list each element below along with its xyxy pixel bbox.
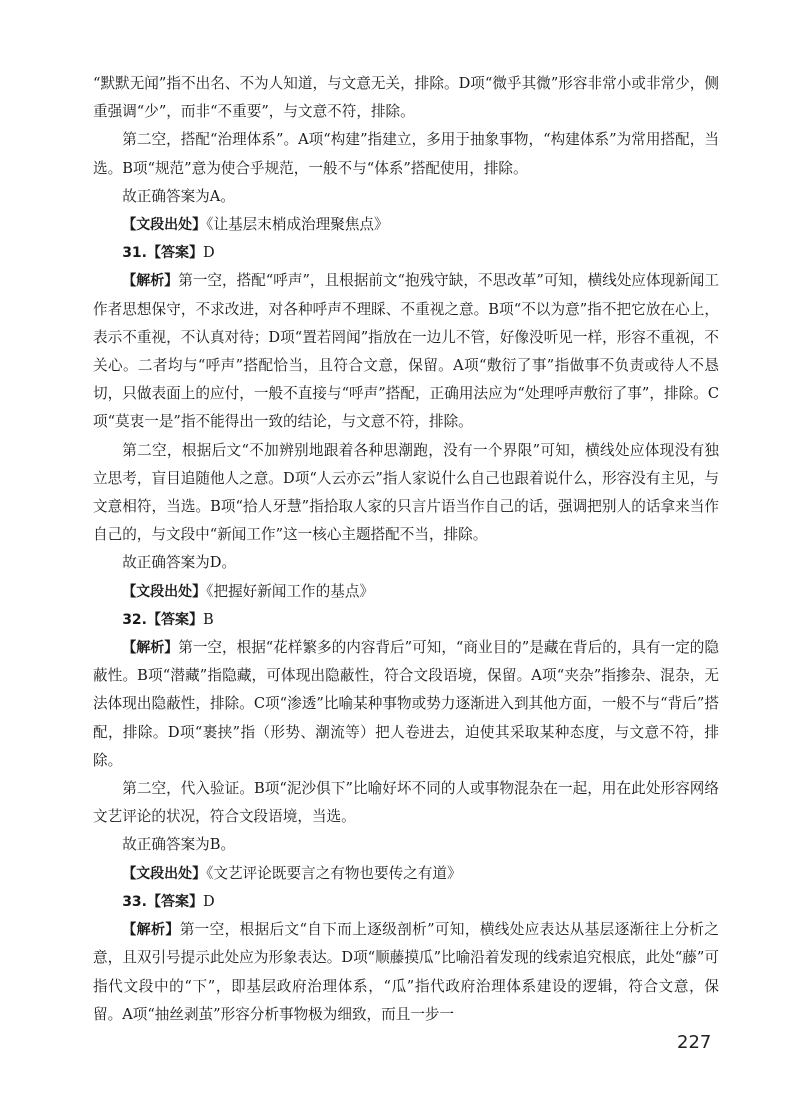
paragraph-text: 第二空，搭配“治理体系”。A项“构建”指建立，多用于抽象事物，“构建体系”为常用搭配，当选。B项“规范”意为使合乎规范，一般不与“体系”搭配使用，排除。 [93, 131, 719, 177]
paragraph-text: 第一空，根据“花样繁多的内容背后”可知，“商业目的”是藏在背后的，具有一定的隐蔽性。B项“潜藏”指隐藏，可体现出隐蔽性，符合文段语境，保留。A项“夹杂”指掺杂、混杂，无法体现出隐蔽性，排除。C项“渗透”比喻某种事物或势力逐渐进入到其他方面，一般不与“背后”搭配，排除。D项“裹挟”指（形势、潮流等）把人卷进去，迫使其采取某种态度，与文意不符，排除。 [93, 639, 720, 769]
paragraph-text: 故正确答案为B。 [122, 836, 236, 854]
page-number: 227 [677, 1032, 712, 1053]
paragraph [93, 437, 719, 550]
paragraph-text: 《文艺评论既要言之有物也要传之有道》 [206, 864, 462, 882]
paragraph-text: D [203, 892, 215, 910]
tagged-paragraph [93, 634, 719, 775]
paragraph-text: 第一空，根据后文“自下而上逐级剖析”可知，横线处应表达从基层逐渐往上分析之意，且双引号提示此处应为形象表达。D项“顺藤摸瓜”比喻沿着发现的线索追究根底，此处“藤”可指代文段中的“下”，即基层政府治理体系，“瓜”指代政府治理体系建设的逻辑，符合文意，保留。A项“抽丝剥茧”形容分析事物极为细致，而且一步一 [93, 921, 719, 1023]
paragraph-text: 第二空，根据后文“不加辨别地跟着各种思潮跑，没有一个界限”可知，横线处应体现没有独立思考，盲目追随他人之意。D项“人云亦云”指人家说什么自己也跟着说什么，形容没有主见，与文意相符，当选。B项“拾人牙慧”指拾取人家的只言片语当作自己的话，强调把别人的话拿来当作自己的，与文段中“新闻工作”这一核心主题搭配不当，排除。 [93, 441, 719, 544]
tagged-paragraph [93, 578, 719, 606]
paragraph-text: 《把握好新闻工作的基点》 [206, 582, 375, 600]
paragraph [93, 549, 719, 577]
tagged-paragraph [93, 916, 719, 1029]
section-tag: 【文段出处】 [122, 217, 207, 234]
paragraph-text: 故正确答案为D。 [122, 554, 237, 572]
paragraph-text: 《让基层末梢成治理聚焦点》 [206, 216, 389, 234]
paragraph-text: 第一空，搭配“呼声”，且根据前文“抱残守缺，不思改革”可知，横线处应体现新闻工作者思想保守，不求改进，对各种呼声不理睬、不重视之意。B项“不以为意”指不把它放在心上，表示不重视，不认真对待；D项“置若罔闻”指放在一边儿不管，好像没听见一样，形容不重视，不关心。二者均与“呼声”搭配恰当，且符合文意，保留。A项“敷衍了事”指做事不负责或待人不恳切，只做表面上的应付，一般不直接与“呼声”搭配，正确用法应为“处理呼声敷衍了事”，排除。C项“莫衷一是”指不能得出一致的结论，与文意不符，排除。 [93, 272, 720, 431]
section-tag: 32.【答案】 [122, 611, 203, 628]
tagged-paragraph [93, 860, 719, 888]
section-tag: 【解析】 [122, 922, 180, 939]
paragraph [93, 831, 719, 859]
tagged-paragraph [93, 888, 719, 916]
paragraph [93, 775, 719, 831]
section-tag: 【文段出处】 [122, 583, 207, 600]
section-tag: 31.【答案】 [122, 245, 203, 262]
continued-paragraph [93, 70, 719, 126]
tagged-paragraph [93, 239, 719, 267]
section-tag: 【文段出处】 [122, 865, 207, 882]
tagged-paragraph [93, 211, 719, 239]
paragraph-text: 故正确答案为A。 [122, 187, 235, 205]
paragraph [93, 126, 719, 182]
body-text [93, 70, 719, 1029]
tagged-paragraph [93, 606, 719, 634]
tagged-paragraph [93, 267, 719, 436]
paragraph-text: B [203, 610, 214, 628]
paragraph-text: D [203, 244, 215, 262]
paragraph-text: 第二空，代入验证。B项“泥沙俱下”比喻好坏不同的人或事物混杂在一起，用在此处形容网络文艺评论的状况，符合文段语境，当选。 [93, 780, 719, 826]
paragraph-text: “默默无闻”指不出名、不为人知道，与文意无关，排除。D项“微乎其微”形容非常小或非常少，侧重强调“少”，而非“不重要”，与文意不符，排除。 [93, 75, 719, 121]
section-tag: 【解析】 [122, 273, 179, 290]
paragraph [93, 183, 719, 211]
section-tag: 33.【答案】 [122, 893, 203, 910]
section-tag: 【解析】 [122, 640, 179, 657]
